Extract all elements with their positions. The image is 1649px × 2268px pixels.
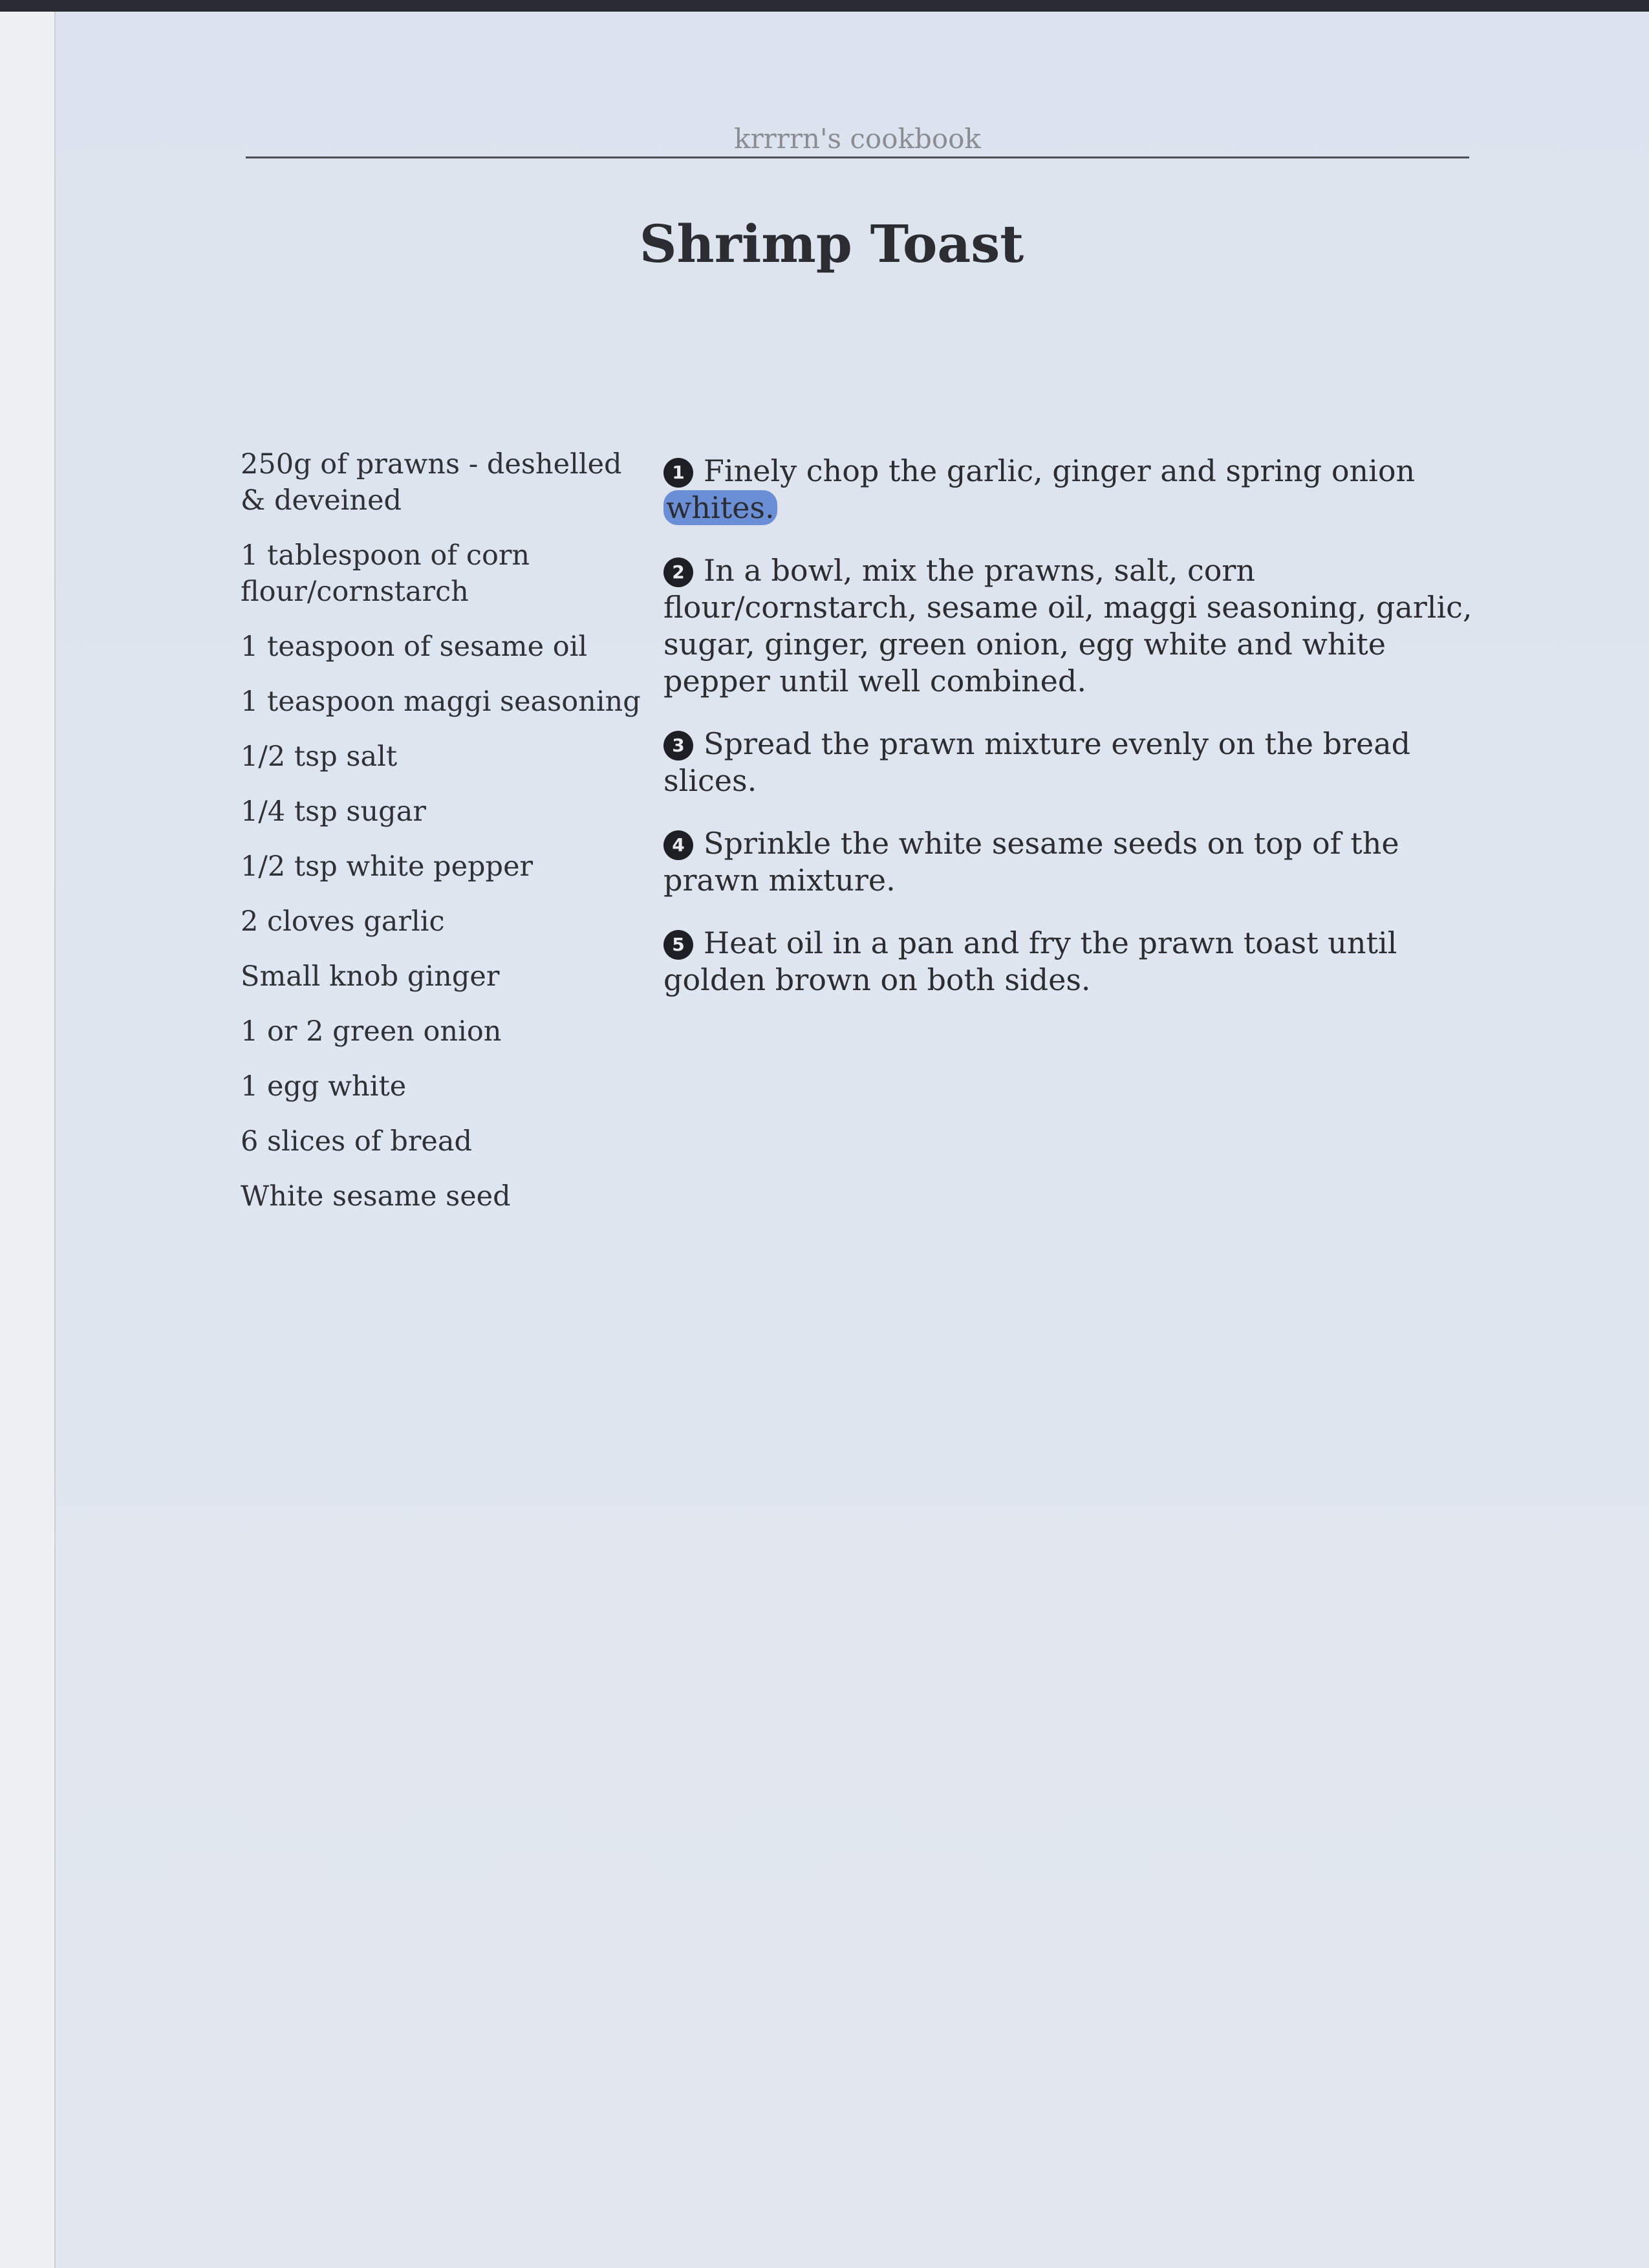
step-number-badge: 2 [663, 557, 693, 587]
ingredient-list [241, 446, 641, 1233]
step-number-badge: 4 [663, 830, 693, 860]
ingredient-item: 250g of prawns - deshelled & deveined [241, 448, 622, 517]
step-text: Finely chop the garlic, ginger and spring onion [704, 453, 1416, 488]
ingredient-item: White sesame seed [241, 1180, 511, 1213]
step-item [663, 552, 1476, 700]
step-item [663, 925, 1476, 999]
ingredient-item: 1/2 tsp salt [241, 740, 398, 773]
step-text: Sprinkle the white sesame seeds on top of the prawn mixture. [663, 826, 1399, 898]
step-item [663, 453, 1476, 526]
highlighted-text: whites. [663, 490, 777, 525]
ingredient-item: 1 egg white [241, 1070, 407, 1103]
ingredient-item: 1/2 tsp white pepper [241, 850, 534, 883]
ingredient-item: 1 or 2 green onion [241, 1015, 502, 1048]
step-item [663, 825, 1476, 899]
ingredient-item: 1 tablespoon of corn flour/cornstarch [241, 539, 530, 608]
ingredient-item: 2 cloves garlic [241, 905, 445, 938]
method-steps [663, 453, 1476, 1024]
ingredient-item: 1 teaspoon maggi seasoning [241, 686, 641, 718]
step-item [663, 726, 1476, 799]
step-text: In a bowl, mix the prawns, salt, corn flour/cornstarch, sesame oil, maggi seasoning, garlic, sugar, ginger, green onion, egg white and white pepper until well combined. [663, 553, 1472, 698]
step-number-badge: 1 [663, 458, 693, 488]
running-header: krrrrn's cookbook [734, 123, 981, 155]
scan-edge-left [0, 12, 56, 2268]
step-text: Heat oil in a pan and fry the prawn toast until golden brown on both sides. [663, 925, 1397, 997]
ingredient-item: 1 teaspoon of sesame oil [241, 631, 588, 663]
recipe-title: Shrimp Toast [639, 213, 1024, 274]
ingredient-item: Small knob ginger [241, 960, 500, 993]
header-rule [246, 157, 1469, 158]
step-number-badge: 5 [663, 930, 693, 960]
ingredient-item: 1/4 tsp sugar [241, 795, 426, 828]
step-text: Spread the prawn mixture evenly on the bread slices. [663, 726, 1411, 798]
step-number-badge: 3 [663, 731, 693, 761]
ingredient-item: 6 slices of bread [241, 1125, 473, 1158]
scan-edge-top [0, 0, 1649, 12]
